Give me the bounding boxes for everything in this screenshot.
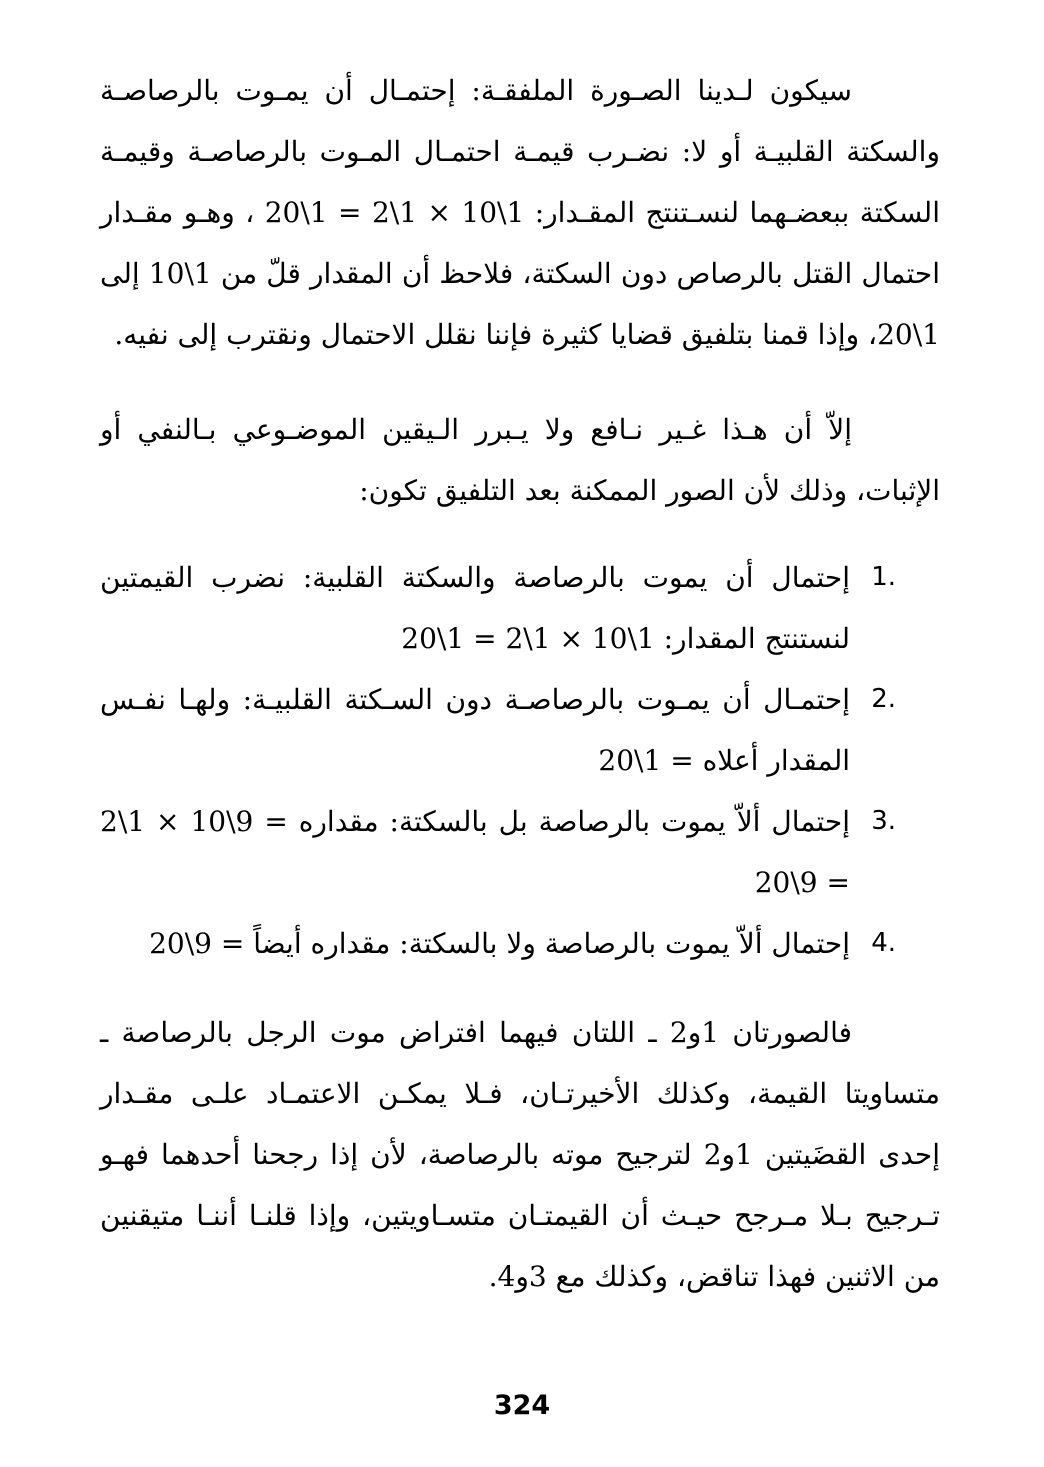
page-body bbox=[100, 60, 940, 1307]
possibilities-list bbox=[100, 547, 940, 974]
list-item bbox=[100, 791, 940, 913]
list-item-text: إحتمـال أن يمـوت بالرصاصـة دون السـكتة القلبيـة: ولهـا نفـس المقدار أعلاه = 1\20 bbox=[100, 683, 850, 777]
list-item bbox=[100, 669, 940, 791]
paragraph-fabricated-image: سيكون لـدينا الصـورة الملفقـة: إحتمـال أن يمـوت بالرصاصـة والسكتة القلبيـة أو لا: نضـرب قيمـة احتمـال المـوت بالرصاصـة وقيمـة السكتة ببعضـهما لنسـتنتج المقـدار: 1\10 × 1\2 = 1\20 ، وهـو مقـدار احتمال القتل بالرصاص دون السكتة، فلاحظ أن المقدار قلّ من 1\10 إلى 1\20، وإذا قمنا بتلفيق قضايا كثيرة فإننا نقلل الاحتمال ونقترب إلى نفيه. bbox=[100, 74, 940, 351]
list-item-text: إحتمال ألاّ يموت بالرصاصة بل بالسكتة: مقداره = 9\10 × 1\2 = 9\20 bbox=[100, 805, 851, 899]
page-number: 324 bbox=[493, 1390, 551, 1421]
list-item-number: 3. bbox=[871, 806, 896, 836]
paragraph-conclusion: فالصورتان 1و2 ـ اللتان فيهما افتراض موت الرجل بالرصاصة ـ متساويتا القيمة، وكذلك الأخيرتـان، فـلا يمكـن الاعتمـاد علـى مقـدار إحدى القضَيتين 1و2 لترجيح موته بالرصاصة، لأن إذا رجحنا أحدهما فهـو تـرجيح بـلا مـرجح حيـث أن القيمتـان متسـاويتين، وإذا قلنـا أننـا متيقنين من الاثنين فهذا تناقض، وكذلك مع 3و4. bbox=[100, 1016, 941, 1293]
list-item bbox=[100, 547, 940, 669]
list-item-text: إحتمال أن يموت بالرصاصة والسكتة القلبية: نضرب القيمتين لنستنتج المقدار: 1\10 × 1\2 = 1\20 bbox=[100, 561, 850, 655]
paragraph-possible-images-intro: إلاّ أن هـذا غـير نـافع ولا يـبرر الـيقين الموضـوعي بـالنفي أو الإثبات، وذلك لأن الصور الممكنة بعد التلفيق تكون: bbox=[100, 413, 940, 507]
list-item-number: 1. bbox=[871, 562, 896, 592]
list-item bbox=[100, 913, 940, 974]
list-item-text: إحتمال ألاّ يموت بالرصاصة ولا بالسكتة: مقداره أيضاً = 9\20 bbox=[149, 927, 850, 960]
list-item-number: 2. bbox=[871, 684, 896, 714]
list-item-number: 4. bbox=[871, 928, 896, 958]
